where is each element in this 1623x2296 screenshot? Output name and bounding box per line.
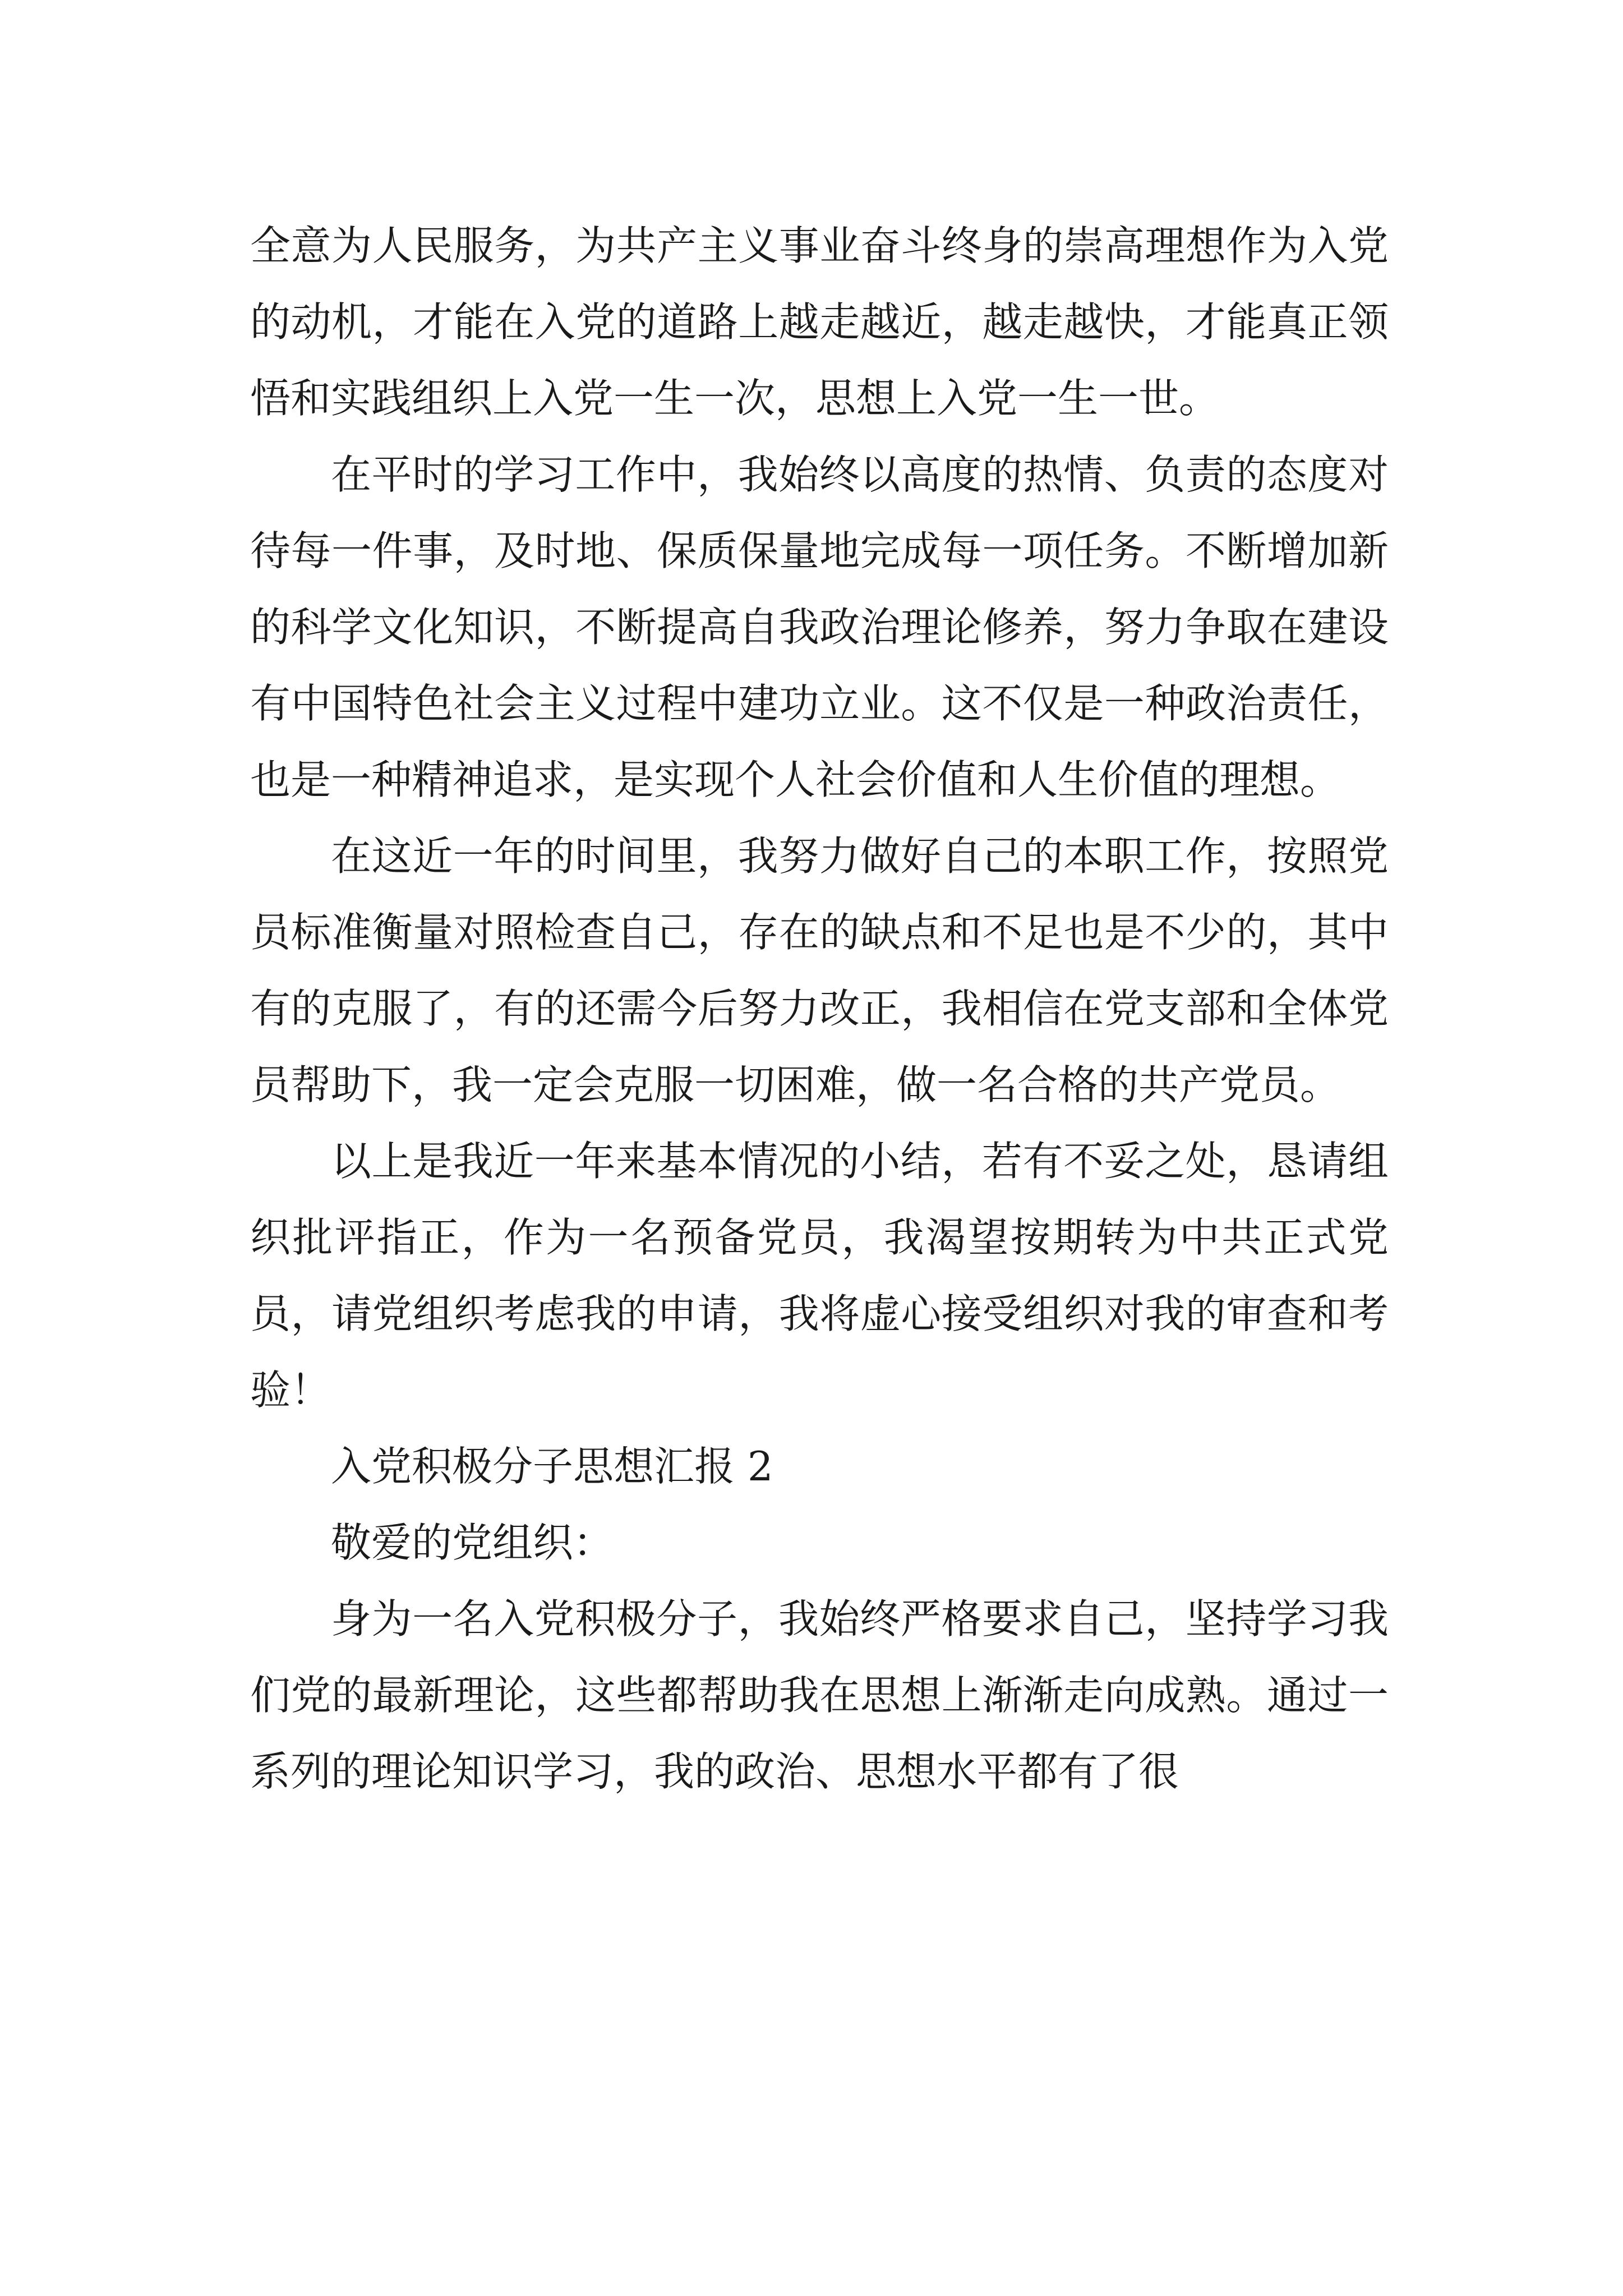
section-heading: 入党积极分子思想汇报 2 bbox=[331, 1443, 773, 1490]
paragraph-3: 在这近一年的时间里，我努力做好自己的本职工作，按照党员标准衡量对照检查自己，存在的缺点和不足也是不少的，其中有的克服了，有的还需今后努力改正，我相信在党支部和全体党员帮助下，我一定会克服一切困难，做一名合格的共产党员。 bbox=[250, 832, 1389, 1108]
paragraph-4: 以上是我近一年来基本情况的小结，若有不妥之处，恳请组织批评指正，作为一名预备党员，我渴望按期转为中共正式党员，请党组织考虑我的申请，我将虚心接受组织对我的审查和考验！ bbox=[250, 1138, 1389, 1414]
document-body bbox=[250, 208, 1389, 1810]
paragraph-1: 全意为人民服务，为共产主义事业奋斗终身的崇高理想作为入党的动机，才能在入党的道路上越走越近，越走越快，才能真正领悟和实践组织上入党一生一次，思想上入党一生一世。 bbox=[250, 222, 1389, 422]
salutation: 敬爱的党组织： bbox=[331, 1519, 614, 1566]
paragraph-5: 身为一名入党积极分子，我始终严格要求自己，坚持学习我们党的最新理论，这些都帮助我在思想上渐渐走向成熟。通过一系列的理论知识学习，我的政治、思想水平都有了很 bbox=[250, 1595, 1389, 1795]
paragraph-2: 在平时的学习工作中，我始终以高度的热情、负责的态度对待每一件事，及时地、保质保量地完成每一项任务。不断增加新的科学文化知识，不断提高自我政治理论修养，努力争取在建设有中国特色社会主义过程中建功立业。这不仅是一种政治责任，也是一种精神追求，是实现个人社会价值和人生价值的理想。 bbox=[250, 451, 1389, 803]
